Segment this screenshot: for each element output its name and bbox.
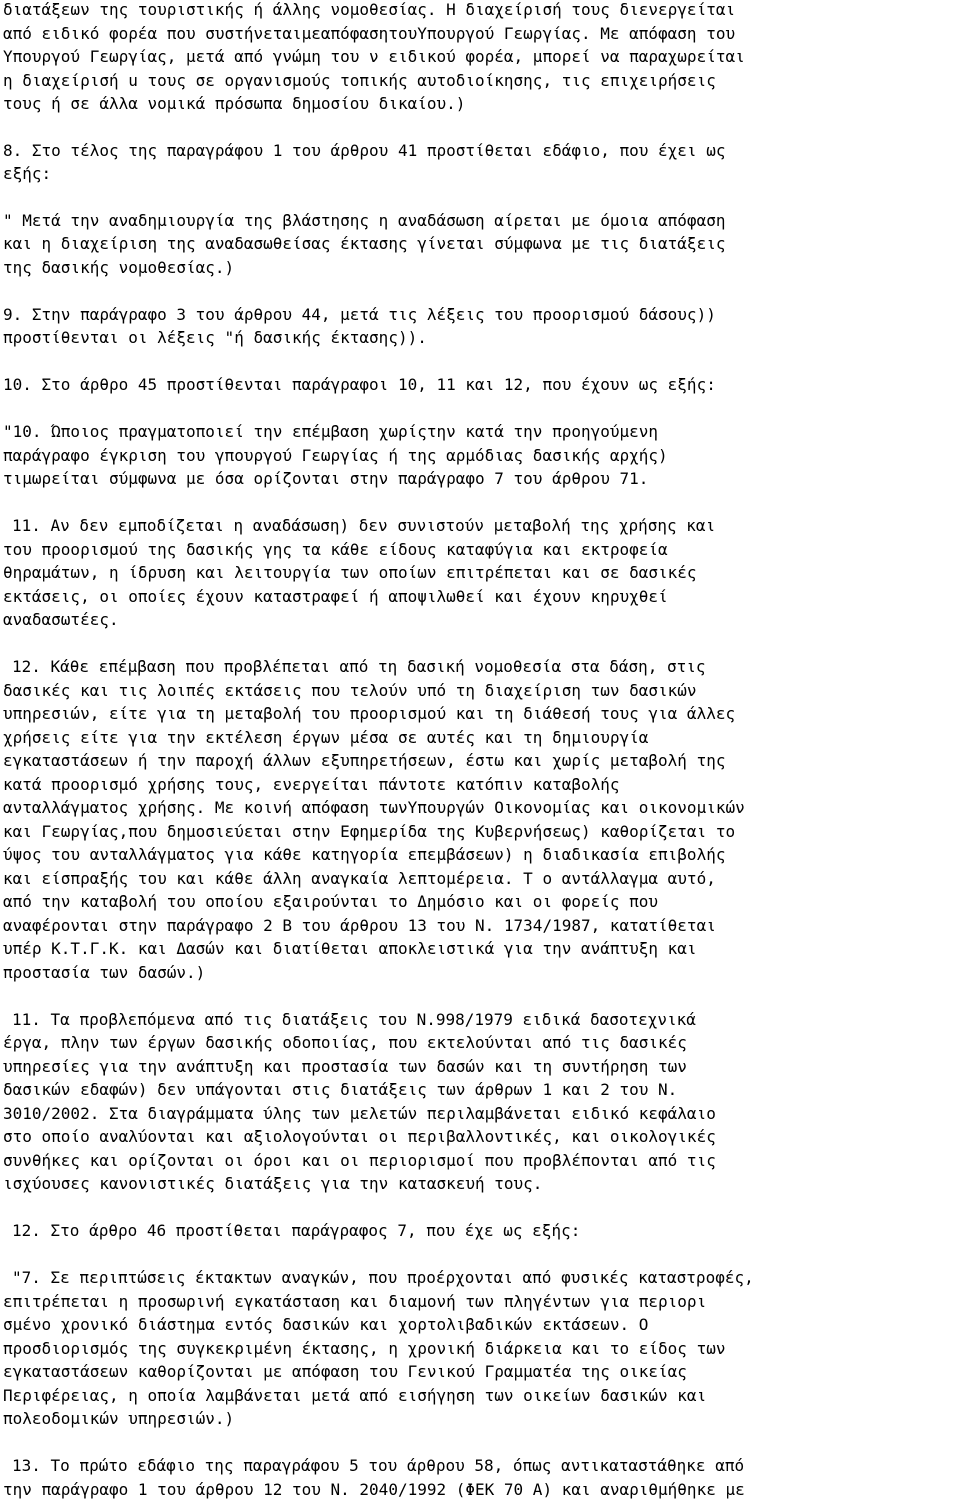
text-line: υπηρεσίες για την ανάπτυξη και προστασία των δασών και τη συντήρηση των bbox=[3, 1057, 687, 1076]
text-line: από την καταβολή του οποίου εξαιρούνται το Δημόσιο και οι φορείς που bbox=[3, 892, 659, 911]
text-line: 12. Στο άρθρο 46 προστίθεται παράγραφος 7, που έχε ως εξής: bbox=[12, 1221, 581, 1240]
text-line: και είσπραξής του και κάθε άλλη αναγκαία λεπτομέρεια. Τ ο αντάλλαγμα αυτό, bbox=[3, 869, 716, 888]
text-line: εγκαταστάσεων καθορίζονται με απόφαση του Γενικού Γραμματέα της οικείας bbox=[3, 1362, 687, 1381]
text-line: εγκαταστάσεων ή την παροχή άλλων εξυπηρετήσεων, έστω και χωρίς μεταβολή της bbox=[3, 751, 726, 770]
text-line: συνθήκες και ορίζονται οι όροι και οι περιορισμοί που προβλέπονται από τις bbox=[3, 1151, 716, 1170]
text-line: 12. Κάθε επέμβαση που προβλέπεται από τη δασική νομοθεσία στα δάση, στις bbox=[12, 657, 706, 676]
text-line: εξής: bbox=[3, 164, 52, 183]
text-line: χρήσεις είτε για την εκτέλεση έργων μέσα σε αυτές και τη δημιουργία bbox=[3, 728, 649, 747]
text-line: έργα, πλην των έργων δασικής οδοποιίας, που εκτελούνται από τις δασικές bbox=[3, 1033, 687, 1052]
text-line: Υπουργού Γεωργίας, μετά από γνώμη του ν ειδικού φορέα, μπορεί να παραχωρείται bbox=[3, 47, 745, 66]
text-line: "7. Σε περιπτώσεις έκτακτων αναγκών, που προέρχονται από φυσικές καταστροφές, bbox=[12, 1268, 754, 1287]
text-line: η διαχείρισή u τους σε οργανισμούς τοπικής αυτοδιοίκησης, τις επιχειρήσεις bbox=[3, 71, 716, 90]
paragraph-8-start: 8. Στο τέλος της παραγράφου 1 του άρθρου 41 προστίθεται εδάφιο, που έχει ως bbox=[3, 141, 726, 160]
text-line: πολεοδομικών υπηρεσιών.) bbox=[3, 1409, 235, 1428]
text-line: διατάξεων της τουριστικής ή άλλης νομοθεσίας. Η διαχείρισή τους διενεργείται bbox=[3, 0, 736, 19]
text-line: από ειδικό φορέα που συστήνεταιμεαπόφασητουΥπουργού Γεωργίας. Με απόφαση του bbox=[3, 24, 736, 43]
text-line: 11. Τα προβλεπόμενα από τις διατάξεις του Ν.998/1979 ειδικά δασοτεχνικά bbox=[12, 1010, 696, 1029]
text-line: σμένο χρονικό διάστημα εντός δασικών και χορτολιβαδικών εκτάσεων. Ο bbox=[3, 1315, 649, 1334]
text-line: του προορισμού της δασικής γης τα κάθε είδους καταφύγια και εκτροφεία bbox=[3, 540, 668, 559]
text-line: 11. Αν δεν εμποδίζεται η αναδάσωση) δεν συνιστούν μεταβολή της χρήσης και bbox=[12, 516, 716, 535]
text-line: αναφέρονται στην παράγραφο 2 Β του άρθρου 13 του Ν. 1734/1987, κατατίθεται bbox=[3, 916, 716, 935]
text-line: αναδασωτέες. bbox=[3, 610, 119, 629]
text-line: προστίθενται οι λέξεις "ή δασικής έκτασης)). bbox=[3, 328, 427, 347]
text-line: δασικών εδαφών) δεν υπάγονται στις διατάξεις των άρθρων 1 και 2 του Ν. bbox=[3, 1080, 678, 1099]
paragraph-10-start: 10. Στο άρθρο 45 προστίθενται παράγραφοι 10, 11 και 12, που έχουν ως εξής: bbox=[3, 375, 716, 394]
text-line: υπηρεσιών, είτε για τη μεταβολή του προορισμού και τη διάθεσή τους για άλλες bbox=[3, 704, 736, 723]
text-line: 13. Το πρώτο εδάφιο της παραγράφου 5 του άρθρου 58, όπως αντικαταστάθηκε από bbox=[12, 1456, 745, 1475]
text-line: παράγραφο έγκριση του γπουργού Γεωργίας ή της αρμόδιας δασικής αρχής) bbox=[3, 446, 668, 465]
text-line: της δασικής νομοθεσίας.) bbox=[3, 258, 235, 277]
text-line: τους ή σε άλλα νομικά πρόσωπα δημοσίου δικαίου.) bbox=[3, 94, 466, 113]
text-line: Περιφέρειας, η οποία λαμβάνεται μετά από εισήγηση των οικείων δασικών και bbox=[3, 1386, 707, 1405]
text-line: προσδιορισμός της συγκεκριμένη έκτασης, η χρονική διάρκεια και το είδος των bbox=[3, 1339, 726, 1358]
text-line: και η διαχείριση της αναδασωθείσας έκτασης γίνεται σύμφωνα με τις διατάξεις bbox=[3, 234, 726, 253]
text-line: υπέρ Κ.Τ.Γ.Κ. και Δασών και διατίθεται αποκλειστικά για την ανάπτυξη και bbox=[3, 939, 697, 958]
text-line: " Μετά την αναδημιουργία της βλάστησης η αναδάσωση αίρεται με όμοια απόφαση bbox=[3, 211, 726, 230]
paragraph-9-start: 9. Στην παράγραφο 3 του άρθρου 44, μετά τις λέξεις του προορισμού δάσους)) bbox=[3, 305, 716, 324]
text-line: προστασία των δασών.) bbox=[3, 963, 206, 982]
text-line: την παράγραφο 1 του άρθρου 12 του Ν. 2040/1992 (ΦΕΚ 70 Α) και αναριθμήθηκε με bbox=[3, 1480, 745, 1499]
text-line: 3010/2002. Στα διαγράμματα ύλης των μελετών περιλαμβάνεται ειδικό κεφάλαιο bbox=[3, 1104, 716, 1123]
text-line: στο οποίο αναλύονται και αξιολογούνται οι περιβαλλοντικές, και οικολογικές bbox=[3, 1127, 716, 1146]
text-line: δασικές και τις λοιπές εκτάσεις που τελούν υπό τη διαχείριση των δασικών bbox=[3, 681, 697, 700]
text-line: ανταλλάγματος χρήσης. Με κοινή απόφαση τωνΥπουργών Οικονομίας και οικονομικών bbox=[3, 798, 745, 817]
text-line: ύψος του ανταλλάγματος για κάθε κατηγορία επεμβάσεων) η διαδικασία επιβολής bbox=[3, 845, 726, 864]
text-line: "10. Ώποιος πραγματοποιεί την επέμβαση χωρίςτην κατά την προηγούμενη bbox=[3, 422, 659, 441]
text-line: και Γεωργίας,που δημοσιεύεται στην Εφημερίδα της Κυβερνήσεως) καθορίζεται το bbox=[3, 822, 736, 841]
text-line: ισχύουσες κανονιστικές διατάξεις για την κατασκευή τους. bbox=[3, 1174, 543, 1193]
text-line: θηραμάτων, η ίδρυση και λειτουργία των οποίων επιτρέπεται και σε δασικές bbox=[3, 563, 697, 582]
text-line: τιμωρείται σύμφωνα με όσα ορίζονται στην παράγραφο 7 του άρθρου 71. bbox=[3, 469, 649, 488]
text-line: επιτρέπεται η προσωρινή εγκατάσταση και διαμονή των πληγέντων για περιορι bbox=[3, 1292, 707, 1311]
text-line: εκτάσεις, οι οποίες έχουν καταστραφεί ή αποψιλωθεί και έχουν κηρυχθεί bbox=[3, 587, 668, 606]
text-line: κατά προορισμό χρήσης τους, ενεργείται πάντοτε κατόπιν καταβολής bbox=[3, 775, 620, 794]
